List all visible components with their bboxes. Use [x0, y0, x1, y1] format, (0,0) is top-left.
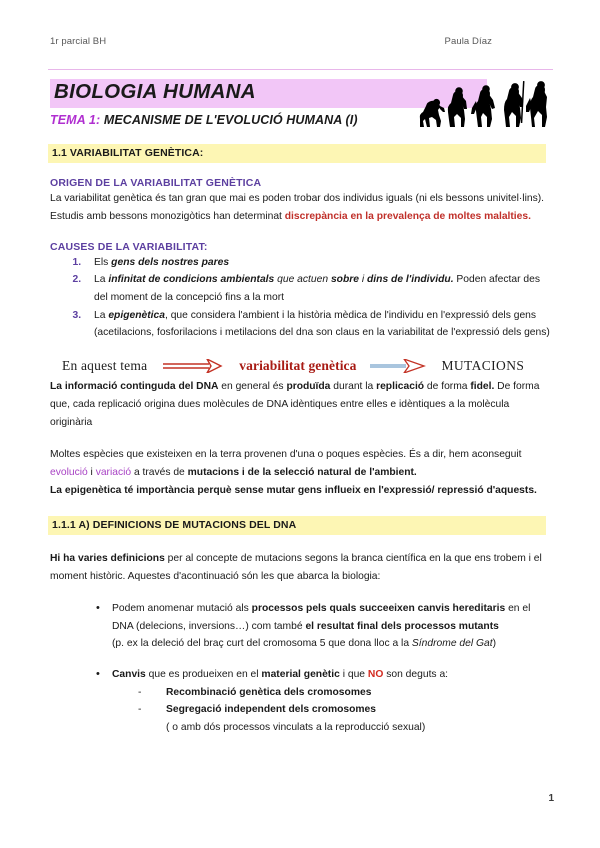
- b2-t1: que es produeixen en el: [145, 668, 262, 680]
- sub2-bold: Segregació independent: [166, 704, 286, 716]
- definitions-bullet-list: [50, 600, 554, 737]
- b1-bold2: el resultat final dels processos mutants: [305, 620, 499, 632]
- paragraph-species: [50, 446, 554, 499]
- page-number: 1: [548, 793, 554, 804]
- page-title-text: BIOLOGIA HUMANA: [54, 80, 256, 104]
- paragraph-replication: [50, 378, 554, 431]
- replic-b1: La informació continguda del DNA: [50, 381, 219, 393]
- concept-flow-diagram: [50, 355, 554, 377]
- cause2-em2: de condicions ambientals: [145, 274, 275, 286]
- origen-text-highlight: discrepància en la prevalença de moltes malalties.: [284, 210, 531, 222]
- species-violet-evolucio: evolució: [50, 466, 88, 478]
- species-t1: i: [87, 466, 96, 478]
- causes-list: [50, 254, 554, 343]
- sub1-bold: Recombinació genètica: [166, 686, 282, 698]
- running-header: [50, 36, 554, 47]
- header-divider-rule: [48, 69, 553, 70]
- cause2-em4: sobre: [330, 274, 359, 286]
- list-item: [96, 666, 554, 737]
- human-evolution-illustration: [416, 81, 548, 129]
- replic-b3: replicació: [376, 381, 425, 393]
- sub1-text: dels cromosomes: [281, 686, 372, 698]
- replic-t3: de forma: [424, 381, 471, 393]
- b2-t3: son deguts a:: [383, 668, 449, 680]
- replic-b4: fidel.: [470, 381, 495, 393]
- replic-t4: De forma que, cada replicació origina dues molècules de DNA idèntiques entre elles e idèntiques a la molècula originària: [50, 381, 540, 428]
- species-t2: a través de: [131, 466, 188, 478]
- b1-t4: ): [492, 638, 497, 650]
- replic-t1: en general és: [218, 381, 287, 393]
- section-heading-1-1-1: 1.1.1 A) DEFINICIONS DE MUTACIONS DEL DNA: [48, 516, 546, 535]
- species-line3: La epigenètica té importància perquè sense mutar gens influeix en l'expressió/ repressió d'aquests.: [50, 484, 537, 496]
- species-t0: Moltes espècies que existeixen en la terra provenen d'una o poques espècies. És a dir, hem aconseguit: [50, 449, 522, 461]
- cause2-em6: dins de l'individu.: [367, 274, 454, 286]
- cause3-post: , que considera l'ambient i la història mèdica de l'individu en l'expressió dels gens (acetilacions, fosforilacions i metilacions del dna son claus en la variabilitat de l'expressió dels gens): [94, 309, 550, 339]
- sub-dash-list: [112, 684, 554, 737]
- list-item: [138, 701, 554, 719]
- subheading-origen: ORIGEN DE LA VARIABILITAT GENÈTICA: [50, 177, 262, 190]
- arrow-right-icon-secondary: [370, 359, 428, 373]
- sub-note: [138, 719, 554, 737]
- diagram-node-2: variabilitat genètica: [239, 358, 357, 374]
- list-item: [84, 254, 554, 272]
- replic-b2: produïda: [286, 381, 331, 393]
- cause3-emphasis: epigenètica: [108, 309, 165, 321]
- list-item: [96, 600, 554, 653]
- subheading-causes: CAUSES DE LA VARIABILITAT:: [50, 240, 208, 253]
- list-item: [84, 271, 554, 306]
- b2-bold2: material genètic: [261, 668, 340, 680]
- chapter-title-text: MECANISME DE L'EVOLUCIÓ HUMANA (I): [100, 113, 358, 128]
- b2-bold1: Canvis: [112, 668, 146, 680]
- b1-bold1: processos pels quals succeeixen canvis hereditaris: [251, 602, 506, 614]
- cause2-post: Poden afectar des del moment de la concepció fins a la mort: [94, 274, 541, 304]
- cause3-pre: La: [94, 309, 109, 321]
- species-bold: mutacions i de la selecció natural de l'ambient.: [187, 466, 417, 478]
- paragraph-definitions-intro: [50, 550, 554, 585]
- header-right-author: Paula Díaz: [444, 36, 492, 47]
- b1-italic: Síndrome del Gat: [411, 638, 493, 650]
- b2-t2: i que: [339, 668, 368, 680]
- replic-t2: durant la: [330, 381, 377, 393]
- diagram-node-3: MUTACIONS: [441, 358, 525, 374]
- cause2-em3: que actuen: [274, 274, 331, 286]
- list-item: [138, 684, 554, 702]
- header-left-text: 1r parcial BH: [50, 36, 107, 47]
- list-item: [84, 307, 554, 342]
- diagram-node-1: En aquest tema: [62, 358, 148, 374]
- defs-text: per al concepte de mutacions segons la branca científica en la que ens trobem i el moment històric. Aquestes d'acontinuació són les que abarca la biologia:: [50, 553, 542, 583]
- origen-text-plain: La variabilitat genètica és tan gran que mai es poden trobar dos individus iguals (ni els bessons univitel·lins). Estudis amb bessons monozigòtics han determinat: [50, 193, 544, 222]
- chapter-label: TEMA 1:: [50, 113, 101, 128]
- paragraph-origen: [50, 190, 554, 225]
- b2-red-no: NO: [367, 668, 384, 680]
- arrow-right-icon: [163, 359, 225, 373]
- sub-note-text: ( o amb dós processos vinculats a la reproducció sexual): [166, 722, 426, 734]
- section-heading-1-1: 1.1 VARIABILITAT GENÈTICA:: [48, 144, 546, 163]
- b1-t3: (p. ex la deleció del braç curt del cromosoma 5 que dona lloc a la: [112, 638, 412, 650]
- cause2-em5: i: [359, 274, 368, 286]
- b1-t1: Podem anomenar mutació als: [112, 602, 252, 614]
- b1-t2: en el DNA (delecions, inversions…) com també: [112, 602, 531, 632]
- defs-bold: Hi ha varies definicions: [50, 553, 165, 565]
- cause1-emphasis: gens dels nostres pares: [111, 256, 230, 268]
- species-violet-variacio: variació: [95, 466, 132, 478]
- cause2-em1: infinitat: [108, 274, 146, 286]
- cause2-pre: La: [94, 274, 109, 286]
- title-block: [50, 79, 554, 127]
- sub2-text: dels cromosomes: [285, 704, 377, 716]
- cause1-pre: Els: [94, 256, 112, 268]
